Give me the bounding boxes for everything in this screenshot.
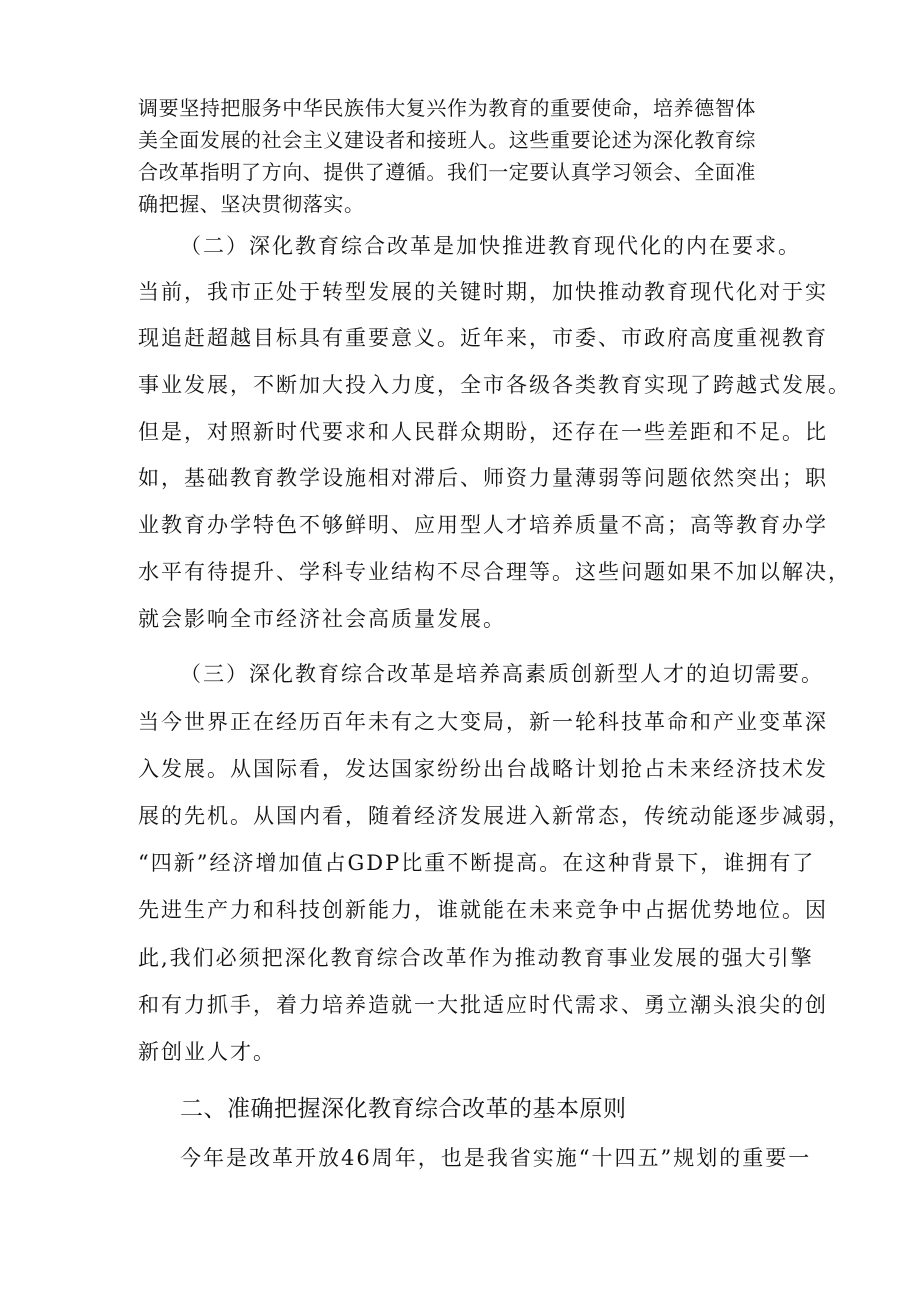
text-line: 新创业人才。 <box>138 1040 276 1064</box>
subsection-title: （三）深化教育综合改革是培养高素质创新型人才的迫切需要。 <box>180 662 824 686</box>
text-line: 水平有待提升、学科专业结构不尽合理等。这些问题如果不加以解决， <box>138 560 851 584</box>
text-line: 和有力抓手，着力培养造就一大批适应时代需求、勇立潮头浪尖的创 <box>138 993 828 1017</box>
text-line: 合改革指明了方向、提供了遵循。我们一定要认真学习领会、全面准 <box>138 160 756 184</box>
text-line: 就会影响全市经济社会高质量发展。 <box>138 607 506 631</box>
text-line: 美全面发展的社会主义建设者和接班人。这些重要论述为深化教育综 <box>138 128 756 152</box>
text-line: 现追赶超越目标具有重要意义。近年来，市委、市政府高度重视教育 <box>138 326 828 350</box>
section-heading: 二、准确把握深化教育综合改革的基本原则 <box>180 1096 627 1122</box>
subsection-title: （二）深化教育综合改革是加快推进教育现代化的内在要求。 <box>180 234 801 258</box>
text-line: 调要坚持把服务中华民族伟大复兴作为教育的重要使命，培养德智体 <box>138 96 756 120</box>
text-line: 当前，我市正处于转型发展的关键时期，加快推动教育现代化对于实 <box>138 280 828 304</box>
text-line: 确把握、坚决贯彻落实。 <box>138 192 365 216</box>
text-line: “四新”经济增加值占GDP比重不断提高。在这种背景下，谁拥有了 <box>138 851 816 875</box>
text-line: 展的先机。从国内看，随着经济发展进入新常态，传统动能逐步减弱， <box>138 804 851 828</box>
text-line: 今年是改革开放46周年，也是我省实施“十四五”规划的重要一 <box>180 1146 812 1170</box>
text-line: 如，基础教育教学设施相对滞后、师资力量薄弱等问题依然突出；职 <box>138 466 828 490</box>
text-line: 事业发展，不断加大投入力度，全市各级各类教育实现了跨越式发展。 <box>138 373 851 397</box>
text-line: 入发展。从国际看，发达国家纷纷出台战略计划抢占未来经济技术发 <box>138 757 828 781</box>
text-line: 业教育办学特色不够鲜明、应用型人才培养质量不高；高等教育办学 <box>138 513 828 537</box>
text-line: 此,我们必须把深化教育综合改革作为推动教育事业发展的强大引擎 <box>138 946 814 970</box>
text-line: 当今世界正在经历百年未有之大变局，新一轮科技革命和产业变革深 <box>138 710 828 734</box>
text-line: 但是，对照新时代要求和人民群众期盼，还存在一些差距和不足。比 <box>138 420 828 444</box>
text-line: 先进生产力和科技创新能力，谁就能在未来竞争中占据优势地位。因 <box>138 898 828 922</box>
